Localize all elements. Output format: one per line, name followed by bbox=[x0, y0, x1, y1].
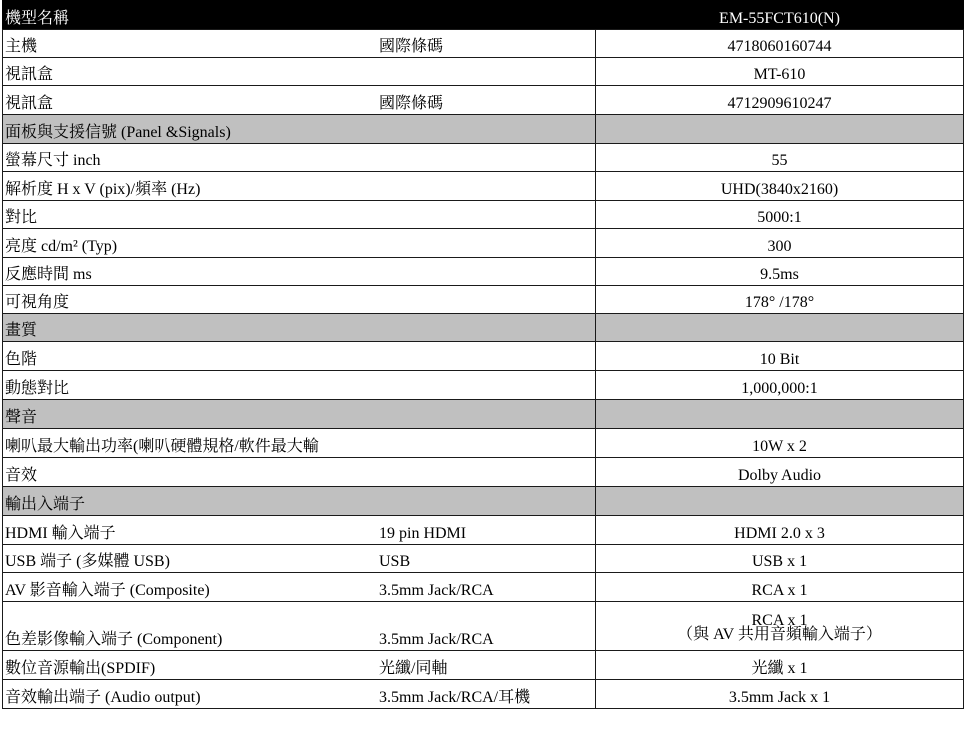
label-text: HDMI 輸入端子 bbox=[5, 525, 116, 542]
value-cell bbox=[595, 58, 964, 85]
label-text: 亮度 cd/m² (Typ) bbox=[5, 238, 118, 255]
label-text: 解析度 H x V (pix)/頻率 (Hz) bbox=[5, 181, 201, 198]
value-text: 5000:1 bbox=[757, 209, 802, 226]
interface-cell bbox=[375, 516, 595, 544]
label-text: 對比 bbox=[5, 209, 38, 226]
value-cell bbox=[595, 314, 964, 341]
label-cell bbox=[2, 651, 375, 679]
value-text: 4718060160744 bbox=[727, 38, 832, 55]
label-cell bbox=[2, 371, 375, 399]
interface-cell bbox=[375, 680, 595, 708]
value-cell bbox=[595, 680, 964, 708]
spec-row bbox=[2, 602, 964, 651]
label-text: 聲音 bbox=[5, 409, 38, 426]
value-cell bbox=[595, 429, 964, 457]
value-cell bbox=[595, 545, 964, 572]
spec-table bbox=[2, 0, 964, 709]
interface-cell bbox=[375, 144, 595, 171]
label-cell bbox=[2, 487, 595, 515]
value-cell bbox=[595, 651, 964, 679]
value-cell bbox=[595, 286, 964, 313]
value-text: 178° /178° bbox=[744, 294, 815, 311]
spec-row bbox=[2, 651, 964, 680]
label-text: 可視角度 bbox=[5, 294, 70, 311]
label-cell bbox=[2, 144, 375, 171]
label-text: 視訊盒 bbox=[5, 66, 54, 83]
spec-row bbox=[2, 545, 964, 573]
value-text: EM-55FCT610(N) bbox=[719, 10, 840, 27]
spec-row bbox=[2, 172, 964, 201]
label-cell bbox=[2, 429, 375, 457]
label-text: 反應時間 ms bbox=[5, 266, 92, 283]
spec-row bbox=[2, 516, 964, 545]
interface-text: 19 pin HDMI bbox=[379, 525, 467, 542]
label-cell bbox=[2, 201, 375, 228]
spec-row bbox=[2, 258, 964, 286]
interface-text: 3.5mm Jack/RCA bbox=[379, 582, 494, 599]
value-text: RCA x 1 bbox=[751, 612, 808, 629]
label-text: 色差影像輸入端子 (Component) bbox=[5, 631, 223, 648]
interface-cell bbox=[375, 429, 595, 457]
interface-cell bbox=[375, 0, 595, 29]
interface-text: 國際條碼 bbox=[379, 38, 444, 55]
model-header-row bbox=[2, 0, 964, 30]
label-cell bbox=[2, 680, 375, 708]
value-cell bbox=[595, 0, 964, 29]
section-header-row bbox=[2, 314, 964, 342]
label-cell bbox=[2, 545, 375, 572]
label-cell bbox=[2, 229, 375, 257]
spec-row bbox=[2, 429, 964, 458]
label-cell bbox=[2, 516, 375, 544]
value-cell bbox=[595, 516, 964, 544]
interface-cell bbox=[375, 458, 595, 486]
label-cell bbox=[2, 342, 375, 370]
label-cell bbox=[2, 58, 375, 85]
label-cell bbox=[2, 172, 375, 200]
value-cell bbox=[595, 602, 964, 650]
value-cell bbox=[595, 115, 964, 143]
value-cell bbox=[595, 201, 964, 228]
value-text: 光纖 x 1 bbox=[751, 660, 808, 677]
label-text: 音效輸出端子 (Audio output) bbox=[5, 689, 201, 706]
interface-cell bbox=[375, 371, 595, 399]
value-text: 10W x 2 bbox=[752, 438, 807, 455]
interface-text: 光纖/同軸 bbox=[379, 660, 448, 677]
spec-row bbox=[2, 680, 964, 709]
interface-text: 3.5mm Jack/RCA bbox=[379, 631, 494, 648]
value-text: 9.5ms bbox=[760, 266, 799, 283]
spec-row bbox=[2, 30, 964, 58]
label-text: 視訊盒 bbox=[5, 95, 54, 112]
label-cell bbox=[2, 400, 595, 428]
interface-text: 3.5mm Jack/RCA/耳機 bbox=[379, 689, 531, 706]
value-cell bbox=[595, 229, 964, 257]
value-cell bbox=[595, 487, 964, 515]
interface-cell bbox=[375, 30, 595, 57]
interface-cell bbox=[375, 573, 595, 601]
spec-row bbox=[2, 573, 964, 602]
interface-cell bbox=[375, 602, 595, 650]
label-text: 螢幕尺寸 inch bbox=[5, 152, 101, 169]
interface-cell bbox=[375, 258, 595, 285]
value-cell bbox=[595, 144, 964, 171]
label-text: 色階 bbox=[5, 351, 38, 368]
label-cell bbox=[2, 458, 375, 486]
interface-cell bbox=[375, 545, 595, 572]
value-text: RCA x 1 bbox=[751, 582, 808, 599]
interface-cell bbox=[375, 201, 595, 228]
label-text: 機型名稱 bbox=[5, 10, 70, 27]
spec-row bbox=[2, 144, 964, 172]
value-cell bbox=[595, 342, 964, 370]
interface-cell bbox=[375, 172, 595, 200]
value-text: 55 bbox=[771, 152, 788, 169]
value-cell bbox=[595, 573, 964, 601]
value-cell bbox=[595, 258, 964, 285]
interface-cell bbox=[375, 58, 595, 85]
value-cell bbox=[595, 30, 964, 57]
label-cell bbox=[2, 258, 375, 285]
value-cell bbox=[595, 458, 964, 486]
value-cell bbox=[595, 86, 964, 114]
label-text: AV 影音輸入端子 (Composite) bbox=[5, 582, 210, 599]
label-text: 畫質 bbox=[5, 322, 38, 339]
value-cell bbox=[595, 172, 964, 200]
spec-row bbox=[2, 286, 964, 314]
label-text: 動態對比 bbox=[5, 380, 70, 397]
label-cell bbox=[2, 115, 595, 143]
interface-cell bbox=[375, 286, 595, 313]
value-note-text: （與 AV 共用音頻輸入端子） bbox=[677, 626, 882, 643]
spec-row bbox=[2, 58, 964, 86]
section-header-row bbox=[2, 115, 964, 144]
label-cell bbox=[2, 30, 375, 57]
value-text: HDMI 2.0 x 3 bbox=[734, 525, 825, 542]
label-cell bbox=[2, 286, 375, 313]
label-cell bbox=[2, 602, 375, 650]
interface-cell bbox=[375, 229, 595, 257]
value-text: 1,000,000:1 bbox=[741, 380, 818, 397]
interface-cell bbox=[375, 86, 595, 114]
label-text: 面板與支援信號 (Panel &Signals) bbox=[5, 124, 231, 141]
value-cell bbox=[595, 371, 964, 399]
section-header-row bbox=[2, 400, 964, 429]
label-cell bbox=[2, 314, 595, 341]
value-text: 10 Bit bbox=[759, 351, 800, 368]
value-text: 4712909610247 bbox=[727, 95, 832, 112]
label-text: 喇叭最大輸出功率(喇叭硬體規格/軟件最大輸 bbox=[5, 438, 319, 455]
interface-text: 國際條碼 bbox=[379, 95, 444, 112]
label-text: 數位音源輸出(SPDIF) bbox=[5, 660, 156, 677]
label-cell bbox=[2, 0, 375, 29]
spec-row bbox=[2, 201, 964, 229]
interface-cell bbox=[375, 342, 595, 370]
section-header-row bbox=[2, 487, 964, 516]
label-text: USB 端子 (多媒體 USB) bbox=[5, 553, 170, 570]
spec-row bbox=[2, 86, 964, 115]
value-text: 3.5mm Jack x 1 bbox=[728, 689, 831, 706]
value-cell bbox=[595, 400, 964, 428]
spec-row bbox=[2, 342, 964, 371]
value-text: MT-610 bbox=[753, 66, 806, 83]
value-text: USB x 1 bbox=[751, 553, 808, 570]
label-text: 音效 bbox=[5, 467, 38, 484]
interface-text: USB bbox=[379, 553, 411, 570]
value-text: UHD(3840x2160) bbox=[720, 181, 839, 198]
interface-cell bbox=[375, 651, 595, 679]
label-cell bbox=[2, 573, 375, 601]
label-text: 主機 bbox=[5, 38, 38, 55]
spec-row bbox=[2, 229, 964, 258]
label-text: 輸出入端子 bbox=[5, 496, 86, 513]
value-text: Dolby Audio bbox=[737, 467, 822, 484]
spec-row bbox=[2, 371, 964, 400]
value-text: 300 bbox=[767, 238, 792, 255]
spec-row bbox=[2, 458, 964, 487]
label-cell bbox=[2, 86, 375, 114]
